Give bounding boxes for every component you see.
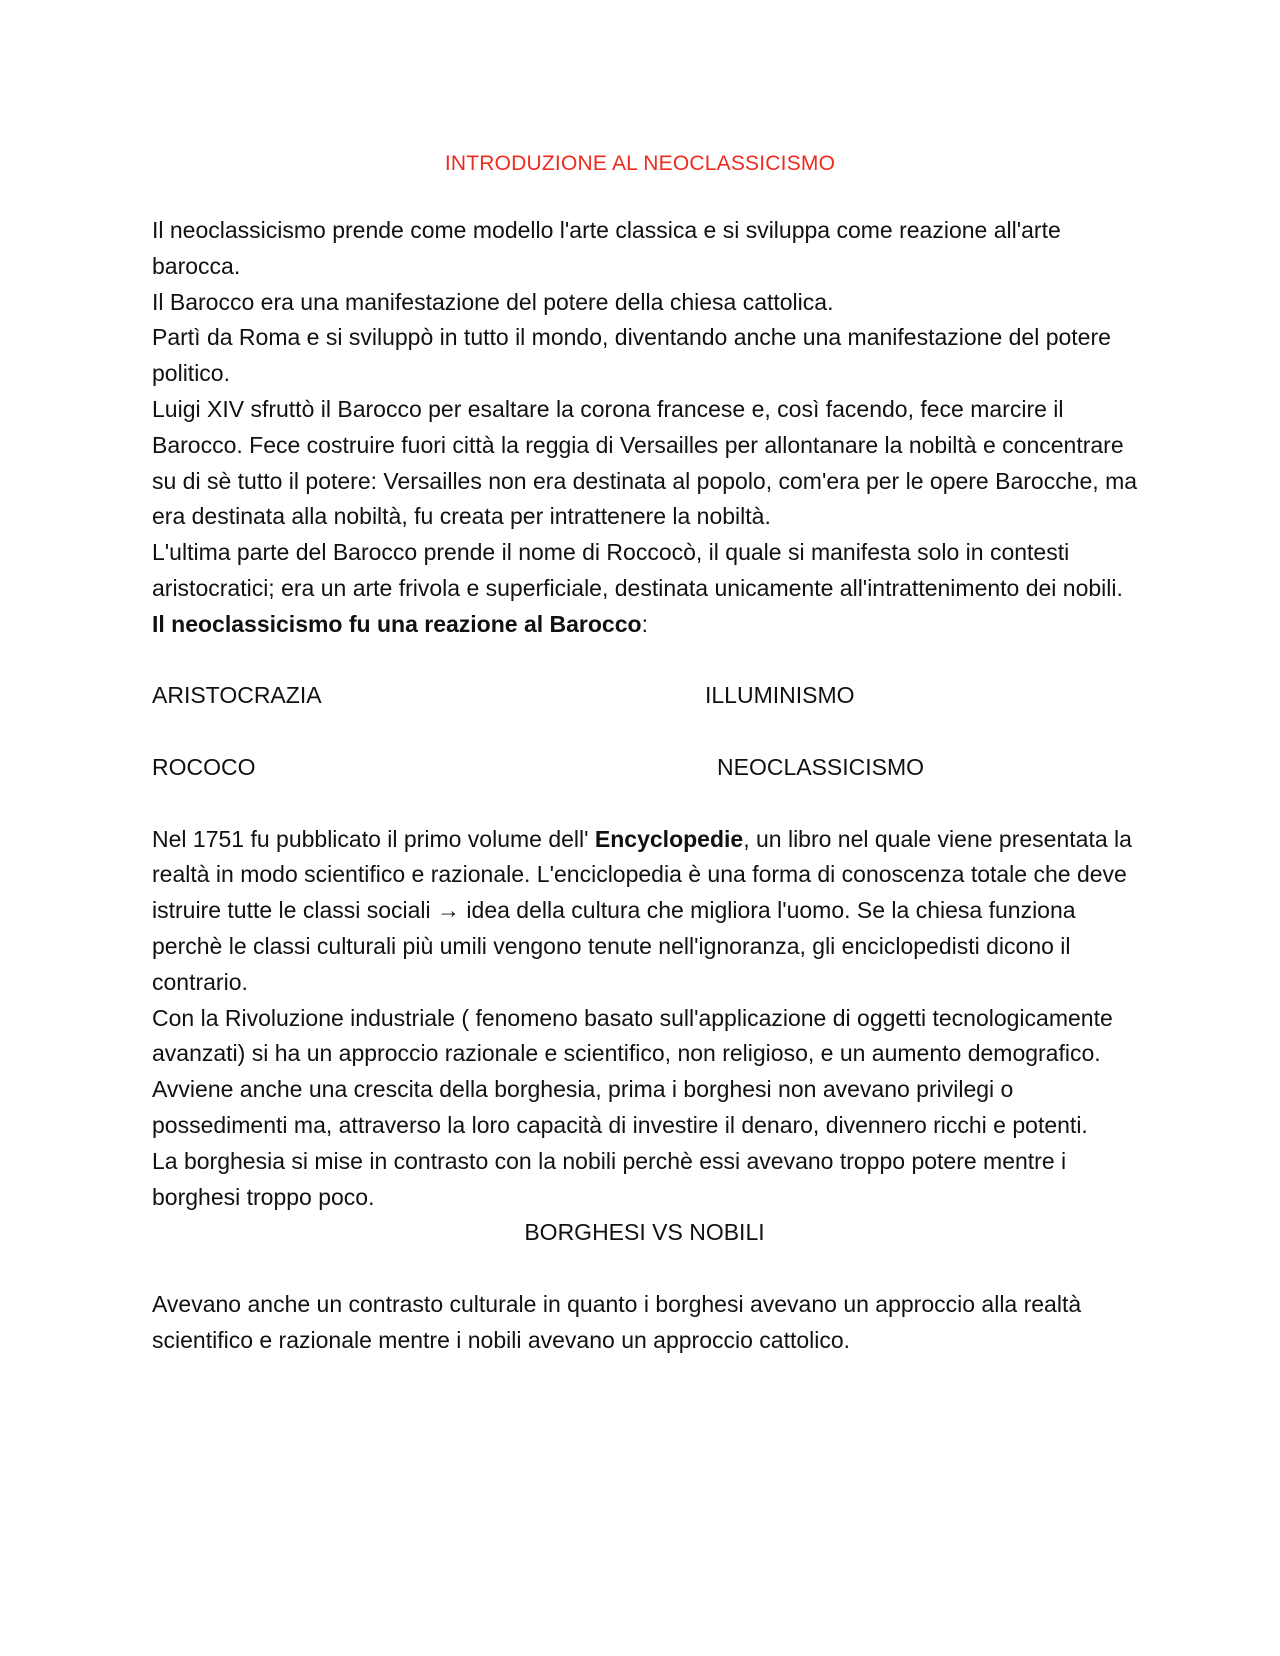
paragraph-luigi-xiv: Luigi XIV sfruttò il Barocco per esaltare la corona francese e, così facendo, fece marcire il Barocco. Fece costruire fuori città la reggia di Versailles per allontanare la nobiltà e concentrare su di sè tutto il potere: Versailles non era destinata al popolo, com'era per le opere Barocche, ma era destinata alla nobiltà, fu creata per intrattenere la nobiltà. [152,395,1138,530]
paragraph-reaction [152,607,1137,643]
paragraph-cultural-contrast: Avevano anche un contrasto culturale in quanto i borghesi avevano un approccio alla realtà scientifico e razionale mentre i nobili avevano un approccio cattolico. [152,1290,1082,1353]
paragraph-rococo: L'ultima parte del Barocco prende il nome di Roccocò, il quale si manifesta solo in contesti aristocratici; era un arte frivola e superficiale, destinata unicamente all'intrattenimento dei nobili. [152,539,1123,601]
versus-heading: BORGHESI VS NOBILI [524,1219,765,1246]
paragraph-baroque-spread: Partì da Roma e si sviluppò in tutto il mondo, diventando anche una manifestazione del potere politico. [152,324,1111,387]
pair-row-2 [152,750,1137,786]
encyclopedie-after: , un libro nel quale viene presentata la realtà in modo scientifico e razionale. L'enciclopedia è una forma di conoscenza totale che deve istruire tutte le classi sociali → idea della cultura che migliora l'uomo. Se la chiesa funziona perchè le classi culturali più umili vengono tenute nell'ignoranza, gli enciclopedisti dicono il contrario. [152,825,1132,995]
pair-right-illuminismo: ILLUMINISMO [705,682,855,709]
document-title: INTRODUZIONE AL NEOCLASSICISMO [444,152,836,175]
paragraph-baroque-church: Il Barocco era una manifestazione del potere della chiesa cattolica. [152,288,834,315]
paragraph-industrial-revolution: Con la Rivoluzione industriale ( fenomeno basato sull'applicazione di oggetti tecnologicamente avanzati) si ha un approccio razionale e scientifico, non religioso, e un aumento demografico. [152,1004,1113,1067]
reaction-bold-text: Il neoclassicismo fu una reazione al Barocco [152,610,642,637]
paragraph-encyclopedie [152,822,1137,1001]
pair-left-aristocrazia: ARISTOCRAZIA [152,682,322,709]
reaction-suffix: : [641,610,648,637]
encyclopedie-before: Nel 1751 fu pubblicato il primo volume dell' [152,825,595,852]
paragraph-neoclassicism-model: Il neoclassicismo prende come modello l'arte classica e si sviluppa come reazione all'arte barocca. [152,217,1061,279]
spacer [152,786,1137,822]
spacer [152,1251,1137,1287]
paragraph-bourgeoisie-contrast: La borghesia si mise in contrasto con la nobili perchè essi avevano troppo potere mentre i borghesi troppo poco. [152,1147,1067,1210]
spacer [152,714,1137,750]
document-body [152,213,1137,1359]
encyclopedie-bold: Encyclopedie [594,825,744,852]
pair-right-neoclassicismo: NEOCLASSICISMO [717,753,925,780]
paragraph-bourgeoisie-growth: Avviene anche una crescita della borghesia, prima i borghesi non avevano privilegi o possedimenti ma, attraverso la loro capacità di investire il denaro, divennero ricchi e potenti. [152,1076,1088,1138]
spacer [152,643,1137,679]
pair-left-rococo: ROCOCO [152,753,256,780]
pair-row-1 [152,678,1137,714]
